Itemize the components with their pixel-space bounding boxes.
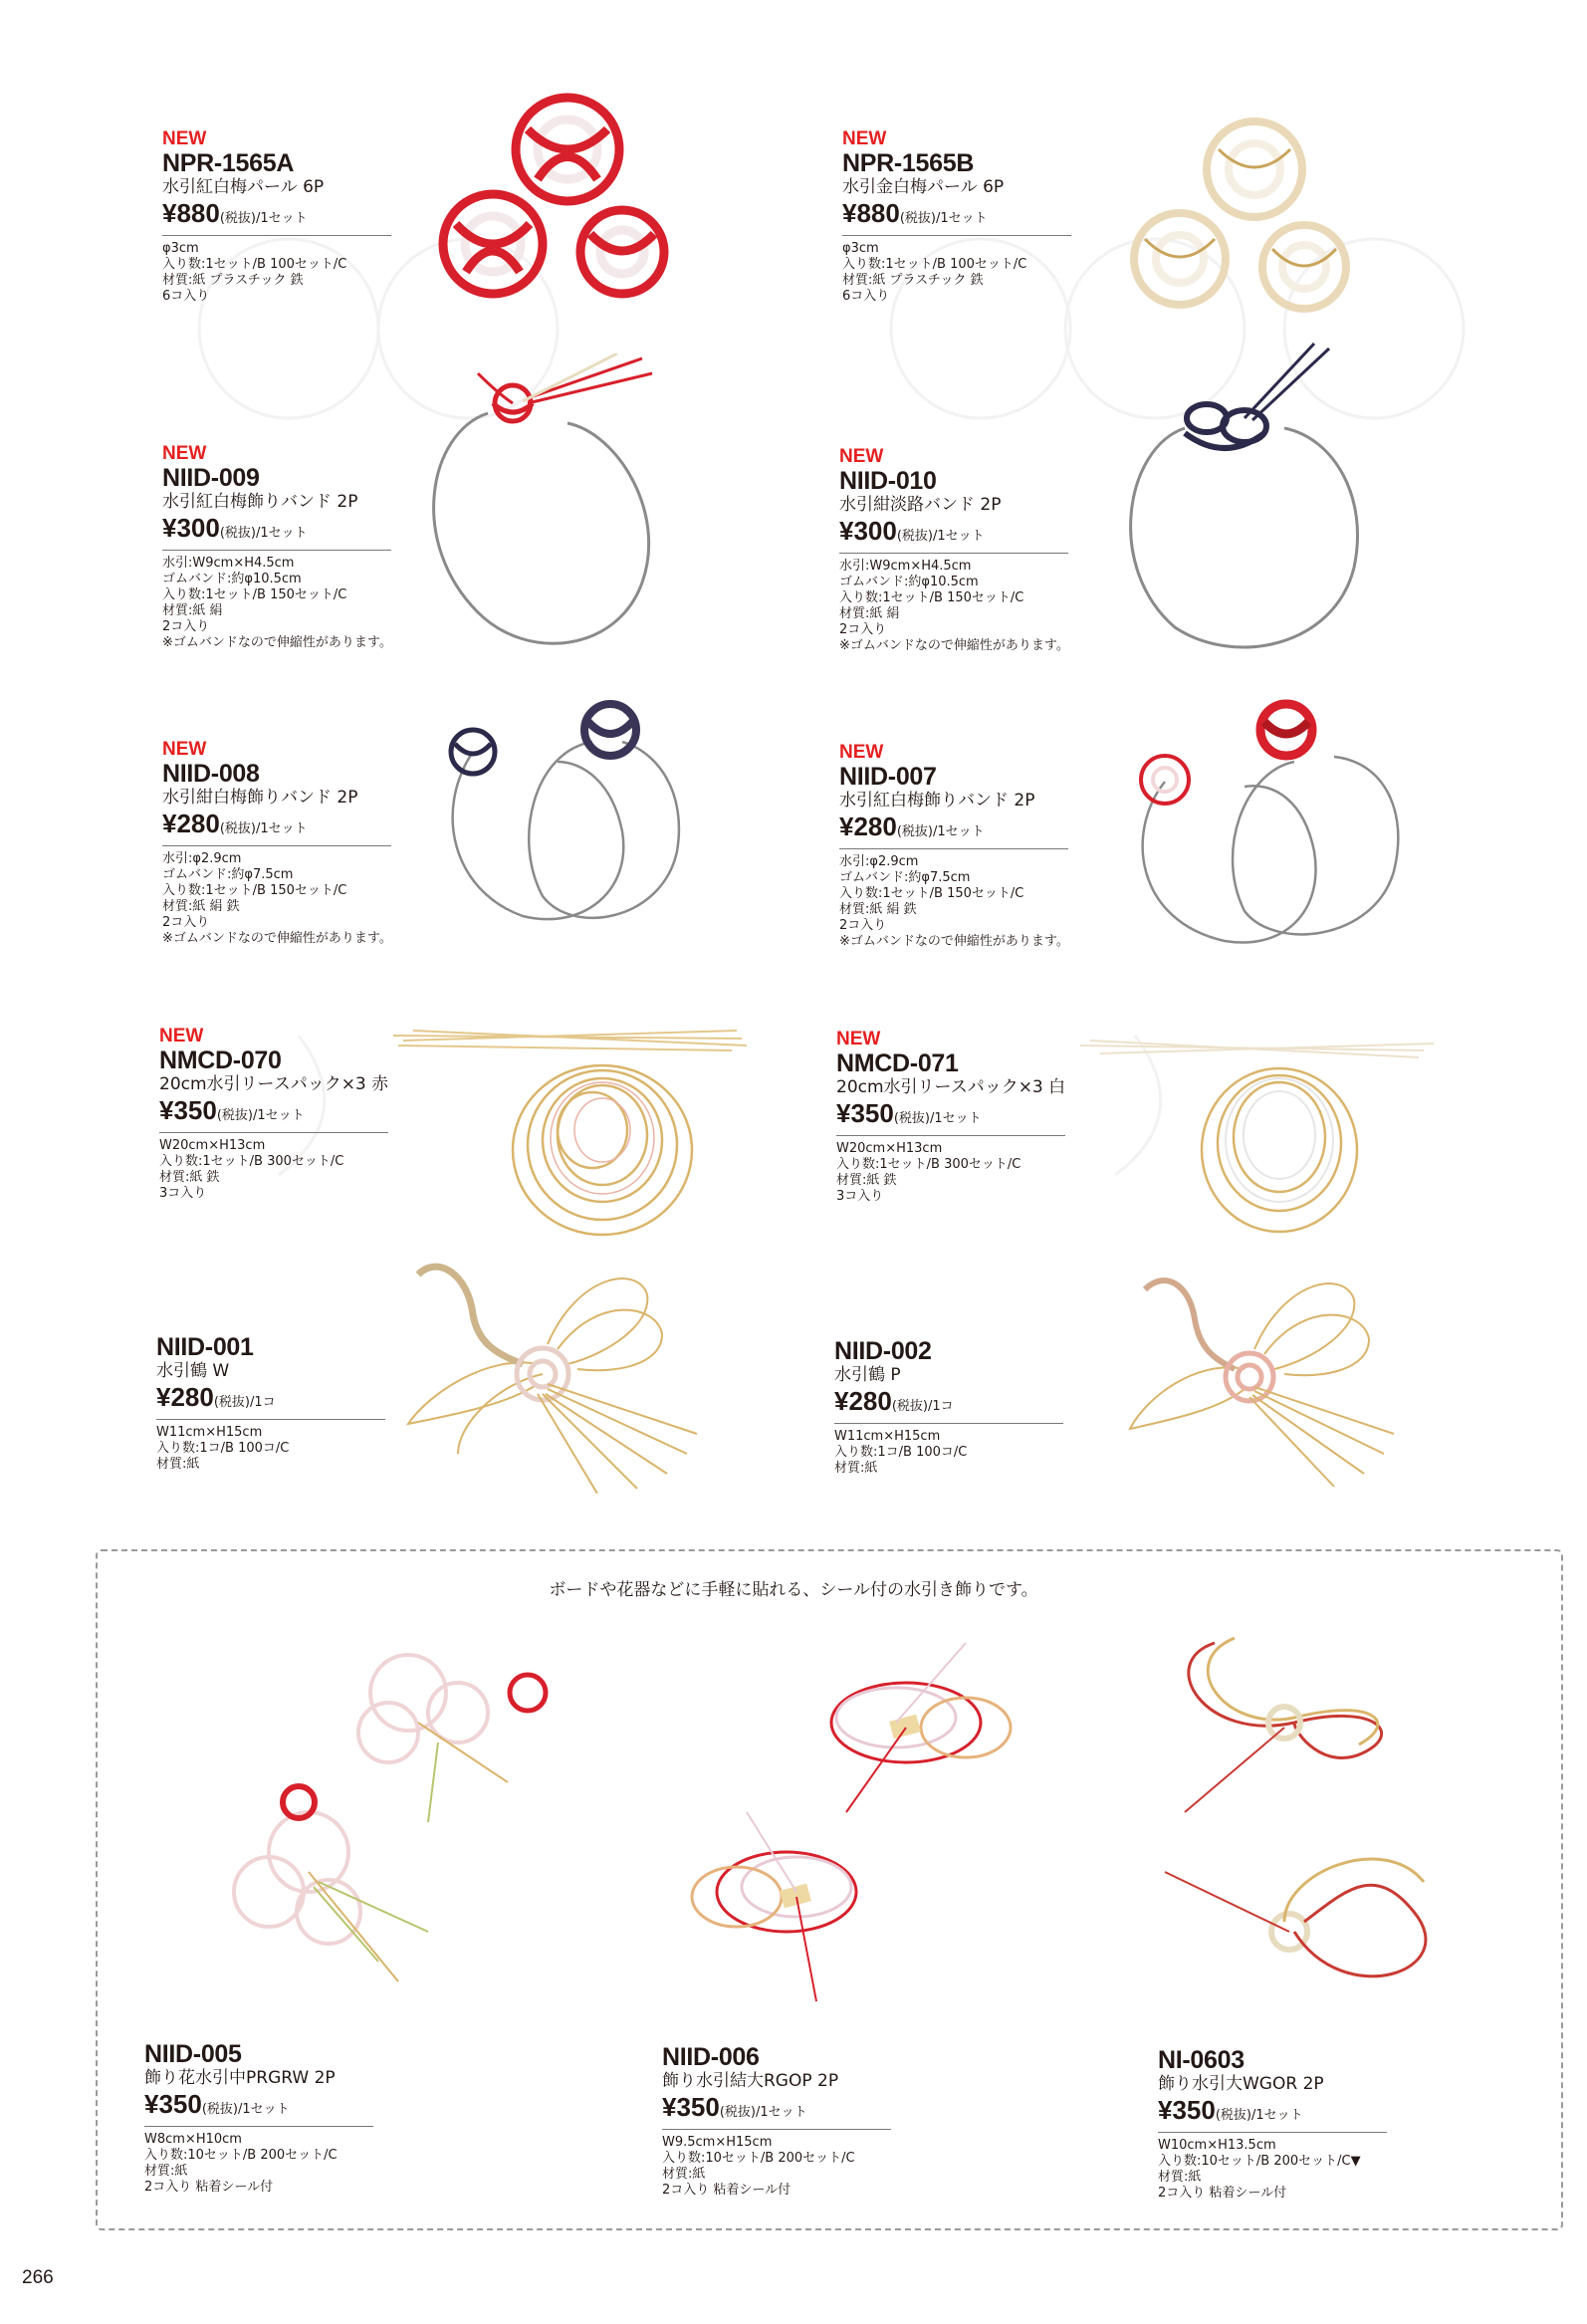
spec-line: W20cm×H13cm (159, 1138, 266, 1153)
spec-line: W20cm×H13cm (836, 1141, 943, 1156)
tax-label: (税抜) (219, 526, 256, 541)
spec-list (842, 241, 1131, 305)
spec-line: 材質:紙 プラスチック 鉄 (842, 273, 984, 288)
new-badge: NEW (162, 128, 207, 149)
spec-line: 入り数:10セット/B 200セット/C (662, 2151, 855, 2166)
tax-label: (税抜) (219, 211, 256, 226)
spec-line: 材質:紙 絹 (162, 603, 223, 618)
spec-list (1158, 2138, 1447, 2202)
product-niid-007 (839, 742, 1128, 950)
product-code: NIID-005 (144, 2040, 242, 2068)
spec-line: 材質:紙 絹 鉄 (839, 902, 917, 917)
unit-label: /1セット (256, 526, 308, 541)
unit-label: /1セット (238, 2102, 290, 2117)
spec-line: 入り数:10セット/B 200セット/C (144, 2148, 338, 2163)
product-code: NIID-008 (162, 760, 260, 788)
unit-label: /1セット (756, 2105, 807, 2120)
unit-label: /1セット (253, 1108, 305, 1123)
product-niid-005 (144, 2041, 433, 2196)
spec-line: 水引:W9cm×H4.5cm (162, 556, 295, 571)
spec-line: 材質:紙 (662, 2167, 706, 2182)
tax-label: (税抜) (201, 2102, 238, 2117)
spec-line: φ3cm (162, 241, 199, 256)
spec-line: W9.5cm×H15cm (662, 2135, 773, 2150)
crane-white-image (398, 1255, 707, 1494)
spec-line: 3コ入り (159, 1186, 207, 1201)
product-name: 飾り花水引中PRGRW 2P (144, 2068, 336, 2088)
product-name: 20cm水引リースパック×3 白 (836, 1077, 1066, 1097)
spec-line: W11cm×H15cm (834, 1429, 941, 1444)
unit-label: /1セット (933, 529, 985, 544)
product-niid-009 (162, 443, 451, 651)
product-code: NPR-1565A (162, 149, 295, 177)
spec-line: 入り数:1コ/B 100コ/C (834, 1445, 968, 1460)
spec-list (662, 2135, 951, 2199)
spec-line: ゴムバンド:約φ7.5cm (839, 870, 971, 885)
new-badge: NEW (839, 446, 884, 467)
spec-line: 水引:φ2.9cm (839, 854, 919, 869)
new-badge: NEW (836, 1029, 881, 1049)
page-number: 266 (22, 2267, 54, 2288)
bow-mizuhiki-wgor-image (1145, 1613, 1474, 2011)
spec-line: 6コ入り (162, 289, 210, 304)
price: ¥280 (156, 1382, 214, 1412)
price-row (839, 516, 1068, 554)
price: ¥350 (836, 1098, 894, 1128)
product-name: 水引鶴 P (834, 1365, 901, 1385)
spec-line: ゴムバンド:約φ10.5cm (162, 572, 302, 586)
spec-line: 2コ入り 粘着シール付 (144, 2180, 274, 2195)
spec-line: 3コ入り (836, 1189, 884, 1204)
price: ¥880 (842, 198, 900, 228)
spec-line: 入り数:1セット/B 150セット/C (839, 886, 1024, 901)
unit-label: /1コ (928, 1399, 954, 1414)
product-niid-010 (839, 446, 1128, 654)
spec-line: 入り数:1セット/B 300セット/C (836, 1157, 1021, 1172)
spec-line: 入り数:10セット/B 200セット/C▼ (1158, 2154, 1361, 2169)
spec-line: 2コ入り 粘着シール付 (662, 2183, 792, 2198)
product-code: NPR-1565B (842, 149, 975, 177)
product-code: NIID-010 (839, 467, 937, 495)
price: ¥350 (159, 1095, 217, 1125)
unit-label: /1セット (256, 211, 308, 226)
product-code: NIID-007 (839, 763, 937, 791)
product-npr-1565a (162, 128, 451, 305)
spec-line: 材質:紙 (144, 2164, 188, 2179)
tax-label: (税抜) (899, 211, 936, 226)
unit-label: /1コ (250, 1395, 276, 1410)
spec-line: ゴムバンド:約φ10.5cm (839, 575, 979, 589)
tax-label: (税抜) (896, 824, 933, 839)
price-row (662, 2092, 891, 2130)
product-name: 飾り水引結大RGOP 2P (662, 2071, 839, 2091)
spec-line: ※ゴムバンドなので伸縮性があります。 (162, 931, 392, 946)
spec-line: 2コ入り (839, 918, 887, 933)
product-name: 水引鶴 W (156, 1361, 230, 1381)
spec-line: 材質:紙 絹 (839, 606, 900, 621)
price-row (842, 198, 1071, 236)
price: ¥280 (839, 812, 897, 841)
product-name: 水引金白梅パール 6P (842, 177, 1005, 197)
bow-mizuhiki-rgop-image (647, 1633, 1065, 2011)
spec-line: 2コ入り (839, 622, 887, 637)
spec-line: ※ゴムバンドなので伸縮性があります。 (839, 638, 1069, 653)
tax-label: (税抜) (1215, 2108, 1251, 2123)
product-code: NIID-006 (662, 2043, 760, 2071)
spec-line: W8cm×H10cm (144, 2132, 242, 2147)
spec-line: 2コ入り 粘着シール付 (1158, 2186, 1287, 2201)
spec-line: 入り数:1セット/B 150セット/C (162, 883, 347, 898)
price-row (162, 198, 391, 236)
spec-line: W10cm×H13.5cm (1158, 2138, 1276, 2153)
product-name: 水引紅白梅飾りバンド 2P (839, 791, 1035, 811)
spec-line: 入り数:1セット/B 300セット/C (159, 1154, 344, 1169)
price-row (156, 1382, 385, 1420)
spec-line: 2コ入り (162, 915, 210, 930)
spec-line: 2コ入り (162, 619, 210, 634)
new-badge: NEW (842, 128, 887, 149)
spec-list (144, 2132, 433, 2196)
tax-label: (税抜) (719, 2105, 756, 2120)
gold-white-plum-knots-image (1115, 100, 1354, 319)
price-row (836, 1098, 1065, 1136)
tax-label: (税抜) (219, 821, 256, 836)
product-code: NIID-009 (162, 464, 260, 492)
spec-line: 材質:紙 プラスチック 鉄 (162, 273, 304, 288)
spec-line: 材質:紙 (834, 1461, 878, 1476)
spec-list (839, 559, 1128, 654)
spec-line: ゴムバンド:約φ7.5cm (162, 867, 294, 882)
spec-list (162, 241, 451, 305)
tax-label: (税抜) (213, 1395, 250, 1410)
flower-mizuhiki-image (199, 1633, 558, 2011)
product-name: 水引紅白梅飾りバンド 2P (162, 492, 358, 512)
new-badge: NEW (159, 1026, 204, 1046)
unit-label: /1セット (936, 211, 988, 226)
spec-line: 入り数:1セット/B 150セット/C (839, 590, 1024, 605)
unit-label: /1セット (1251, 2108, 1303, 2123)
gold-wreath-red-image (393, 1011, 752, 1240)
spec-line: 材質:紙 鉄 (836, 1173, 897, 1188)
new-badge: NEW (162, 739, 207, 760)
spec-line: ※ゴムバンドなので伸縮性があります。 (162, 635, 392, 650)
gold-wreath-white-image (1080, 1026, 1439, 1255)
spec-line: 水引:W9cm×H4.5cm (839, 559, 972, 574)
spec-list (162, 851, 451, 947)
spec-line: 材質:紙 (1158, 2170, 1202, 2185)
tax-label: (税抜) (216, 1108, 253, 1123)
price-row (834, 1386, 1063, 1424)
price: ¥350 (1158, 2095, 1216, 2125)
tax-label: (税抜) (893, 1111, 930, 1126)
spec-list (839, 854, 1128, 950)
price: ¥880 (162, 198, 220, 228)
price: ¥300 (162, 513, 220, 543)
product-code: NIID-001 (156, 1333, 254, 1361)
product-name: 飾り水引大WGOR 2P (1158, 2074, 1324, 2094)
product-niid-002 (834, 1338, 1123, 1477)
product-name: 水引紺白梅飾りバンド 2P (162, 788, 358, 808)
unit-label: /1セット (256, 821, 308, 836)
product-niid-008 (162, 739, 451, 947)
product-code: NI-0603 (1158, 2046, 1245, 2074)
price-row (144, 2089, 373, 2127)
tax-label: (税抜) (891, 1399, 928, 1414)
product-name: 20cm水引リースパック×3 赤 (159, 1074, 389, 1094)
navy-awaji-band-image (1115, 339, 1374, 667)
spec-line: 水引:φ2.9cm (162, 851, 242, 866)
new-badge: NEW (162, 443, 207, 464)
price-row (839, 812, 1068, 849)
price: ¥280 (834, 1386, 892, 1416)
navy-plum-bands-image (433, 692, 692, 941)
price-row (162, 513, 391, 551)
new-badge: NEW (839, 742, 884, 763)
red-white-plum-knots-image (418, 85, 687, 309)
product-code: NMCD-070 (159, 1046, 282, 1074)
unit-label: /1セット (933, 824, 985, 839)
spec-list (162, 556, 451, 651)
spec-line: φ3cm (842, 241, 879, 256)
spec-line: W11cm×H15cm (156, 1425, 263, 1440)
spec-line: 6コ入り (842, 289, 890, 304)
spec-line: 入り数:1セット/B 100セット/C (842, 257, 1027, 272)
price: ¥280 (162, 809, 220, 838)
price: ¥300 (839, 516, 897, 546)
crane-pink-image (1125, 1260, 1404, 1489)
product-name: 水引紺淡路バンド 2P (839, 495, 1002, 515)
product-ni-0603 (1158, 2047, 1447, 2202)
tax-label: (税抜) (896, 529, 933, 544)
spec-line: 材質:紙 絹 鉄 (162, 899, 240, 914)
price-row (159, 1095, 388, 1133)
product-name: 水引紅白梅パール 6P (162, 177, 325, 197)
product-npr-1565b (842, 128, 1131, 305)
unit-label: /1セット (930, 1111, 982, 1126)
spec-line: 入り数:1セット/B 100セット/C (162, 257, 347, 272)
sticker-section-note: ボードや花器などに手軽に貼れる、シール付の水引き飾りです。 (549, 1580, 1038, 1600)
product-code: NMCD-071 (836, 1049, 959, 1077)
price: ¥350 (662, 2092, 720, 2122)
price-row (1158, 2095, 1387, 2133)
product-niid-006 (662, 2044, 951, 2199)
price-row (162, 809, 391, 846)
spec-line: 材質:紙 鉄 (159, 1170, 220, 1185)
red-white-plum-bands-image (1115, 692, 1444, 951)
spec-line: ※ゴムバンドなので伸縮性があります。 (839, 934, 1069, 949)
spec-line: 入り数:1コ/B 100コ/C (156, 1441, 290, 1456)
price: ¥350 (144, 2089, 202, 2119)
product-code: NIID-002 (834, 1337, 932, 1365)
spec-list (834, 1429, 1123, 1477)
red-plum-band-image (418, 353, 667, 672)
spec-line: 入り数:1セット/B 150セット/C (162, 587, 347, 602)
spec-line: 材質:紙 (156, 1457, 200, 1472)
